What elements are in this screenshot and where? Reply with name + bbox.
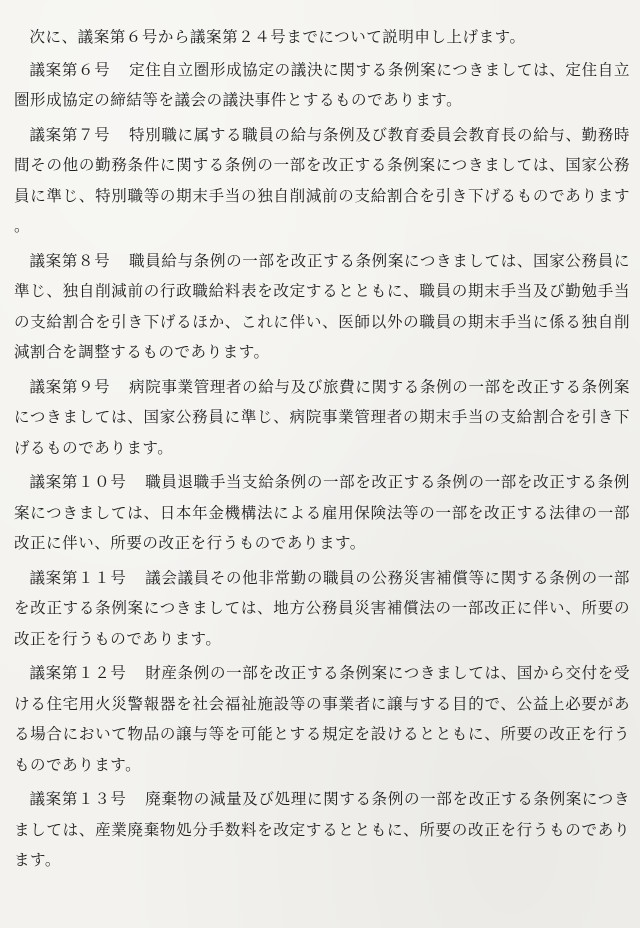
paragraph-text: 廃棄物の減量及び処理に関する条例の一部を改正する条例案につきましては、産業廃棄物処分手数料を改定するとともに、所要の改正を行うものであります。 bbox=[14, 790, 630, 869]
paragraph-text: 職員給与条例の一部を改正する条例案につきましては、国家公務員に準じ、独自削減前の行政職給料表を改定するとともに、職員の期末手当及び勤勉手当の支給割合を引き下げるほか、これに伴い、医師以外の職員の期末手当に係る独自削減割合を調整するものであります。 bbox=[14, 251, 630, 361]
bill-number-label: 議案第６号 bbox=[29, 60, 111, 79]
bill-8-paragraph bbox=[14, 246, 630, 368]
paragraph-text: 次に、議案第６号から議案第２４号までについて説明申し上げます。 bbox=[29, 28, 526, 46]
paragraph-text: 財産条例の一部を改正する条例案につきましては、国から交付を受ける住宅用火災警報器を社会福祉施設等の事業者に譲与する目的で、公益上必要がある場合において物品の譲与等を可能とする規定を設けるとともに、所要の改正を行うものであります。 bbox=[14, 664, 630, 774]
paragraph-text: 定住自立圏形成協定の議決に関する条例案につきましては、定住自立圏形成協定の締結等を議会の議決事件とするものであります。 bbox=[14, 60, 630, 109]
bill-6-paragraph bbox=[14, 55, 630, 116]
paragraph-text: 議会議員その他非常勤の職員の公務災害補償等に関する条例の一部を改正する条例案につきましては、地方公務員災害補償法の一部改正に伴い、所要の改正を行うものであります。 bbox=[14, 568, 630, 648]
bill-9-paragraph bbox=[14, 372, 630, 464]
bill-number-label: 議案第１３号 bbox=[29, 790, 127, 808]
bill-number-label: 議案第９号 bbox=[29, 377, 111, 396]
bill-number-label: 議案第１０号 bbox=[29, 473, 127, 491]
paragraph-text: 職員退職手当支給条例の一部を改正する条例の一部を改正する条例案につきましては、日本年金機構法による雇用保険法等の一部を改正する法律の一部改正に伴い、所要の改正を行うものであります。 bbox=[14, 473, 630, 552]
paragraph-text: 特別職に属する職員の給与条例及び教育委員会教育長の給与、勤務時間その他の勤務条件に関する条例の一部を改正する条例案につきましては、国家公務員に準じ、特別職等の期末手当の独自削減前の支給割合を引き下げるものであります。 bbox=[14, 125, 630, 235]
bill-11-paragraph bbox=[14, 563, 630, 655]
intro-paragraph bbox=[14, 22, 630, 53]
bill-12-paragraph bbox=[14, 658, 630, 780]
bill-7-paragraph bbox=[14, 120, 630, 242]
bill-13-paragraph bbox=[14, 784, 630, 876]
paragraph-text: 病院事業管理者の給与及び旅費に関する条例の一部を改正する条例案につきましては、国家公務員に準じ、病院事業管理者の期末手当の支給割合を引き下げるものであります。 bbox=[14, 377, 630, 457]
bill-number-label: 議案第１２号 bbox=[29, 664, 127, 682]
bill-number-label: 議案第１１号 bbox=[29, 568, 127, 587]
bill-number-label: 議案第７号 bbox=[29, 125, 111, 144]
bill-10-paragraph bbox=[14, 467, 630, 559]
bill-number-label: 議案第８号 bbox=[29, 251, 111, 270]
